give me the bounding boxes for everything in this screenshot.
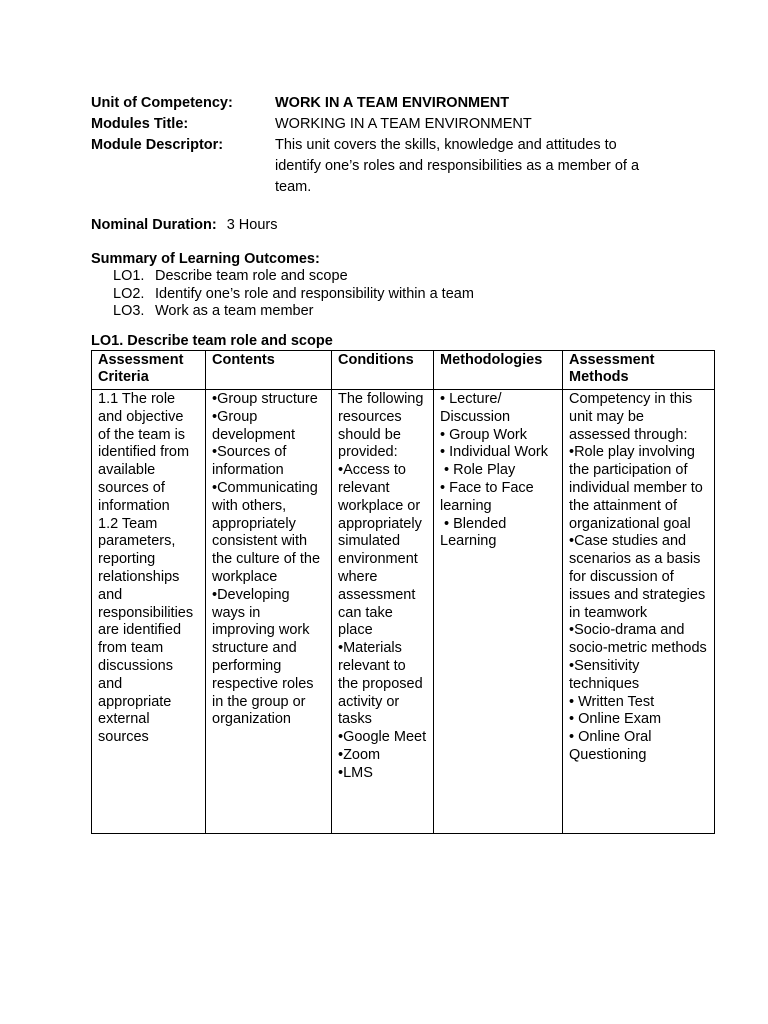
cell-line: •Role play involving the participation of individual member to the attainment of organizational goal — [569, 444, 707, 532]
cell-line: •Group structure — [212, 391, 318, 408]
document-page — [91, 93, 714, 834]
contents-cell — [206, 390, 332, 834]
cell-line: • Individual Work — [440, 444, 548, 461]
methodologies-cell — [434, 390, 563, 834]
cell-line: 1.1 The role and objective of the team is identified from available sources of information — [98, 391, 194, 514]
modules-label: Modules Title: — [91, 116, 189, 132]
nominal-duration — [91, 215, 714, 236]
assessment-criteria-cell — [92, 390, 206, 834]
cell-line: •Group development — [212, 408, 296, 443]
cell-line: Competency in this unit may be assessed through: — [569, 391, 697, 443]
header-methodologies: Methodologies — [434, 350, 563, 390]
cell-line: •Developing ways in improving work structure and performing respective roles in the group or organization — [212, 586, 318, 728]
duration-value: 3 Hours — [226, 217, 278, 233]
header-contents: Contents — [206, 350, 332, 390]
cell-line: • Online Exam — [569, 711, 662, 728]
cell-line: • Blended Learning — [440, 515, 511, 550]
cell-line: •Materials relevant to the proposed activity or tasks — [338, 640, 427, 728]
cell-line: •Access to relevant workplace or appropriately simulated environment where assessment can take place — [338, 462, 426, 639]
table-header-row — [92, 350, 715, 390]
cell-line: •Case studies and scenarios as a basis for discussion of issues and strategies in teamwork — [569, 533, 710, 621]
module-descriptor-row — [91, 135, 714, 198]
unit-of-competency-row — [91, 93, 714, 114]
cell-line: • Group Work — [440, 426, 527, 443]
modules-value: WORKING IN A TEAM ENVIRONMENT — [275, 116, 532, 132]
descriptor-label: Module Descriptor: — [91, 137, 224, 153]
cell-line: •Sensitivity techniques — [569, 658, 644, 692]
cell-line: • Written Test — [569, 693, 655, 710]
lo-number: LO1. — [113, 268, 145, 284]
table-row — [92, 390, 715, 834]
lo-number: LO3. — [113, 303, 145, 319]
unit-label: Unit of Competency: — [91, 95, 233, 111]
descriptor-value: This unit covers the skills, knowledge and attitudes to identify one’s roles and responsibilities as a member of a team. — [275, 137, 640, 195]
lo-text: Identify one’s role and responsibility within a team — [155, 285, 474, 302]
table-title: LO1. Describe team role and scope — [91, 332, 333, 349]
header-conditions: Conditions — [332, 350, 434, 390]
header-assessment-criteria: Assessment Criteria — [92, 350, 206, 390]
cell-line: •Sources of information — [212, 444, 291, 479]
cell-line: •Socio-drama and socio-metric methods — [569, 622, 707, 657]
lo-text: Describe team role and scope — [155, 268, 348, 284]
list-item — [91, 268, 714, 286]
header-assessment-methods: Assessment Methods — [563, 350, 715, 390]
cell-line: • Lecture/ Discussion — [440, 391, 511, 425]
list-item — [91, 303, 714, 321]
lo-text: Work as a team member — [155, 303, 314, 319]
modules-title-row — [91, 114, 714, 135]
conditions-cell — [332, 390, 434, 834]
cell-line: 1.2 Team parameters, reporting relationships and responsibilities are identified from team discussions and appropriate external sources — [98, 515, 198, 746]
unit-value: WORK IN A TEAM ENVIRONMENT — [275, 95, 510, 111]
cell-line: •Google Meet — [338, 729, 427, 746]
list-item — [91, 286, 714, 304]
summary-title: Summary of Learning Outcomes: — [91, 251, 320, 267]
assessment-methods-cell — [563, 390, 715, 834]
cell-line: •LMS — [338, 764, 373, 781]
cell-line: • Online Oral Questioning — [569, 729, 656, 764]
cell-line: •Communicating with others, appropriately consistent with the culture of the workplace — [212, 480, 325, 586]
lo-number: LO2. — [113, 285, 145, 302]
cell-line: •Zoom — [338, 747, 381, 764]
cell-line: • Role Play — [440, 462, 516, 479]
lo1-table — [91, 350, 715, 835]
learning-outcomes-summary — [91, 250, 714, 321]
cell-line: The following resources should be provided: — [338, 391, 428, 461]
duration-label: Nominal Duration: — [91, 217, 217, 233]
cell-line: • Face to Face learning — [440, 480, 538, 514]
